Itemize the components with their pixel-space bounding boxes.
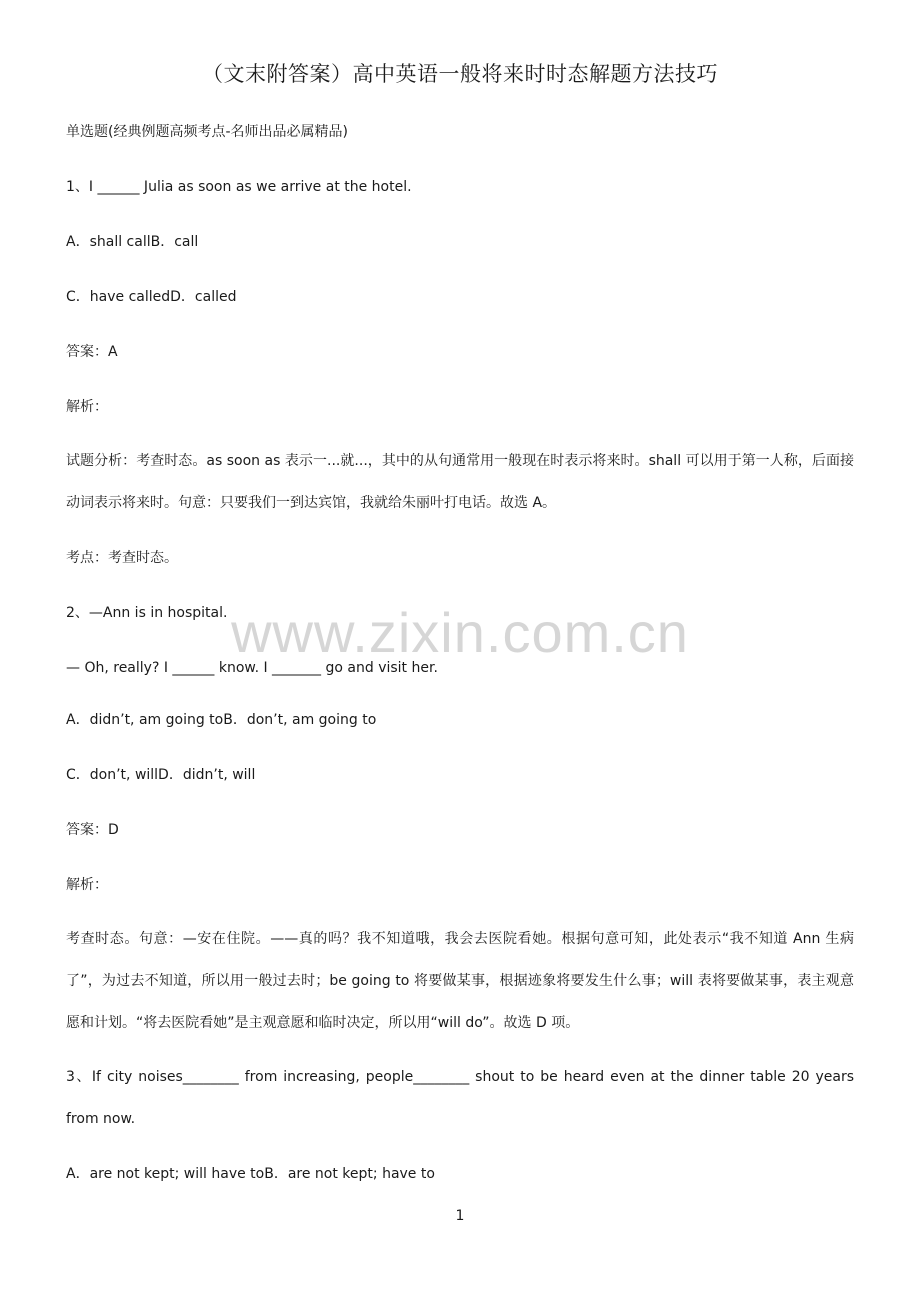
question-2-answer: 答案：D [66,822,119,838]
question-1-key-point: 考点：考查时态。 [66,550,178,566]
question-1-analysis-label: 解析： [66,399,108,415]
question-1-answer: 答案：A [66,344,118,360]
question-2-options-ab: A．didn’t, am going toB．don’t, am going to [66,712,377,728]
question-3-stem: 3、If city noises________ from increasing, people________ shout to be heard even at the dinner table 20 years from now. [66,1069,854,1127]
document-title: （文末附答案）高中英语一般将来时时态解题方法技巧 [202,62,718,86]
question-2-options-cd: C．don’t, willD．didn’t, will [66,767,256,783]
question-3-options-ab: A．are not kept; will have toB．are not kept; have to [66,1166,435,1182]
watermark: www.zixin.com.cn [231,601,689,664]
question-2-analysis-label: 解析： [66,877,108,893]
question-1-options-cd: C．have calledD．called [66,289,237,305]
question-1-stem: 1、I ______ Julia as soon as we arrive at the hotel. [66,179,412,195]
question-1-options-ab: A．shall callB．call [66,234,199,250]
question-2-stem: 2、—Ann is in hospital. [66,605,228,621]
question-2-analysis-text: 考查时态。句意：—安在住院。——真的吗？我不知道哦，我会去医院看她。根据句意可知，此处表示“我不知道 Ann 生病了”，为过去不知道，所以用一般过去时；be going to 将要做某事，根据迹象将要发生什么事；will 表将要做某事，表主观意愿和计划。“将去医院看她”是主观意愿和临时决定，所以用“will do”。故选 D 项。 [66,931,854,1031]
question-1-analysis-text: 试题分析：考查时态。as soon as 表示一...就...，其中的从句通常用一般现在时表示将来时。shall 可以用于第一人称，后面接动词表示将来时。句意：只要我们一到达宾馆，我就给朱丽叶打电话。故选 A。 [66,453,854,511]
section-label: 单选题(经典例题高频考点-名师出品必属精品) [66,124,348,140]
page-number: 1 [455,1208,465,1224]
question-2-stem-reply: — Oh, really? I ______ know. I _______ go and visit her. [66,660,438,676]
